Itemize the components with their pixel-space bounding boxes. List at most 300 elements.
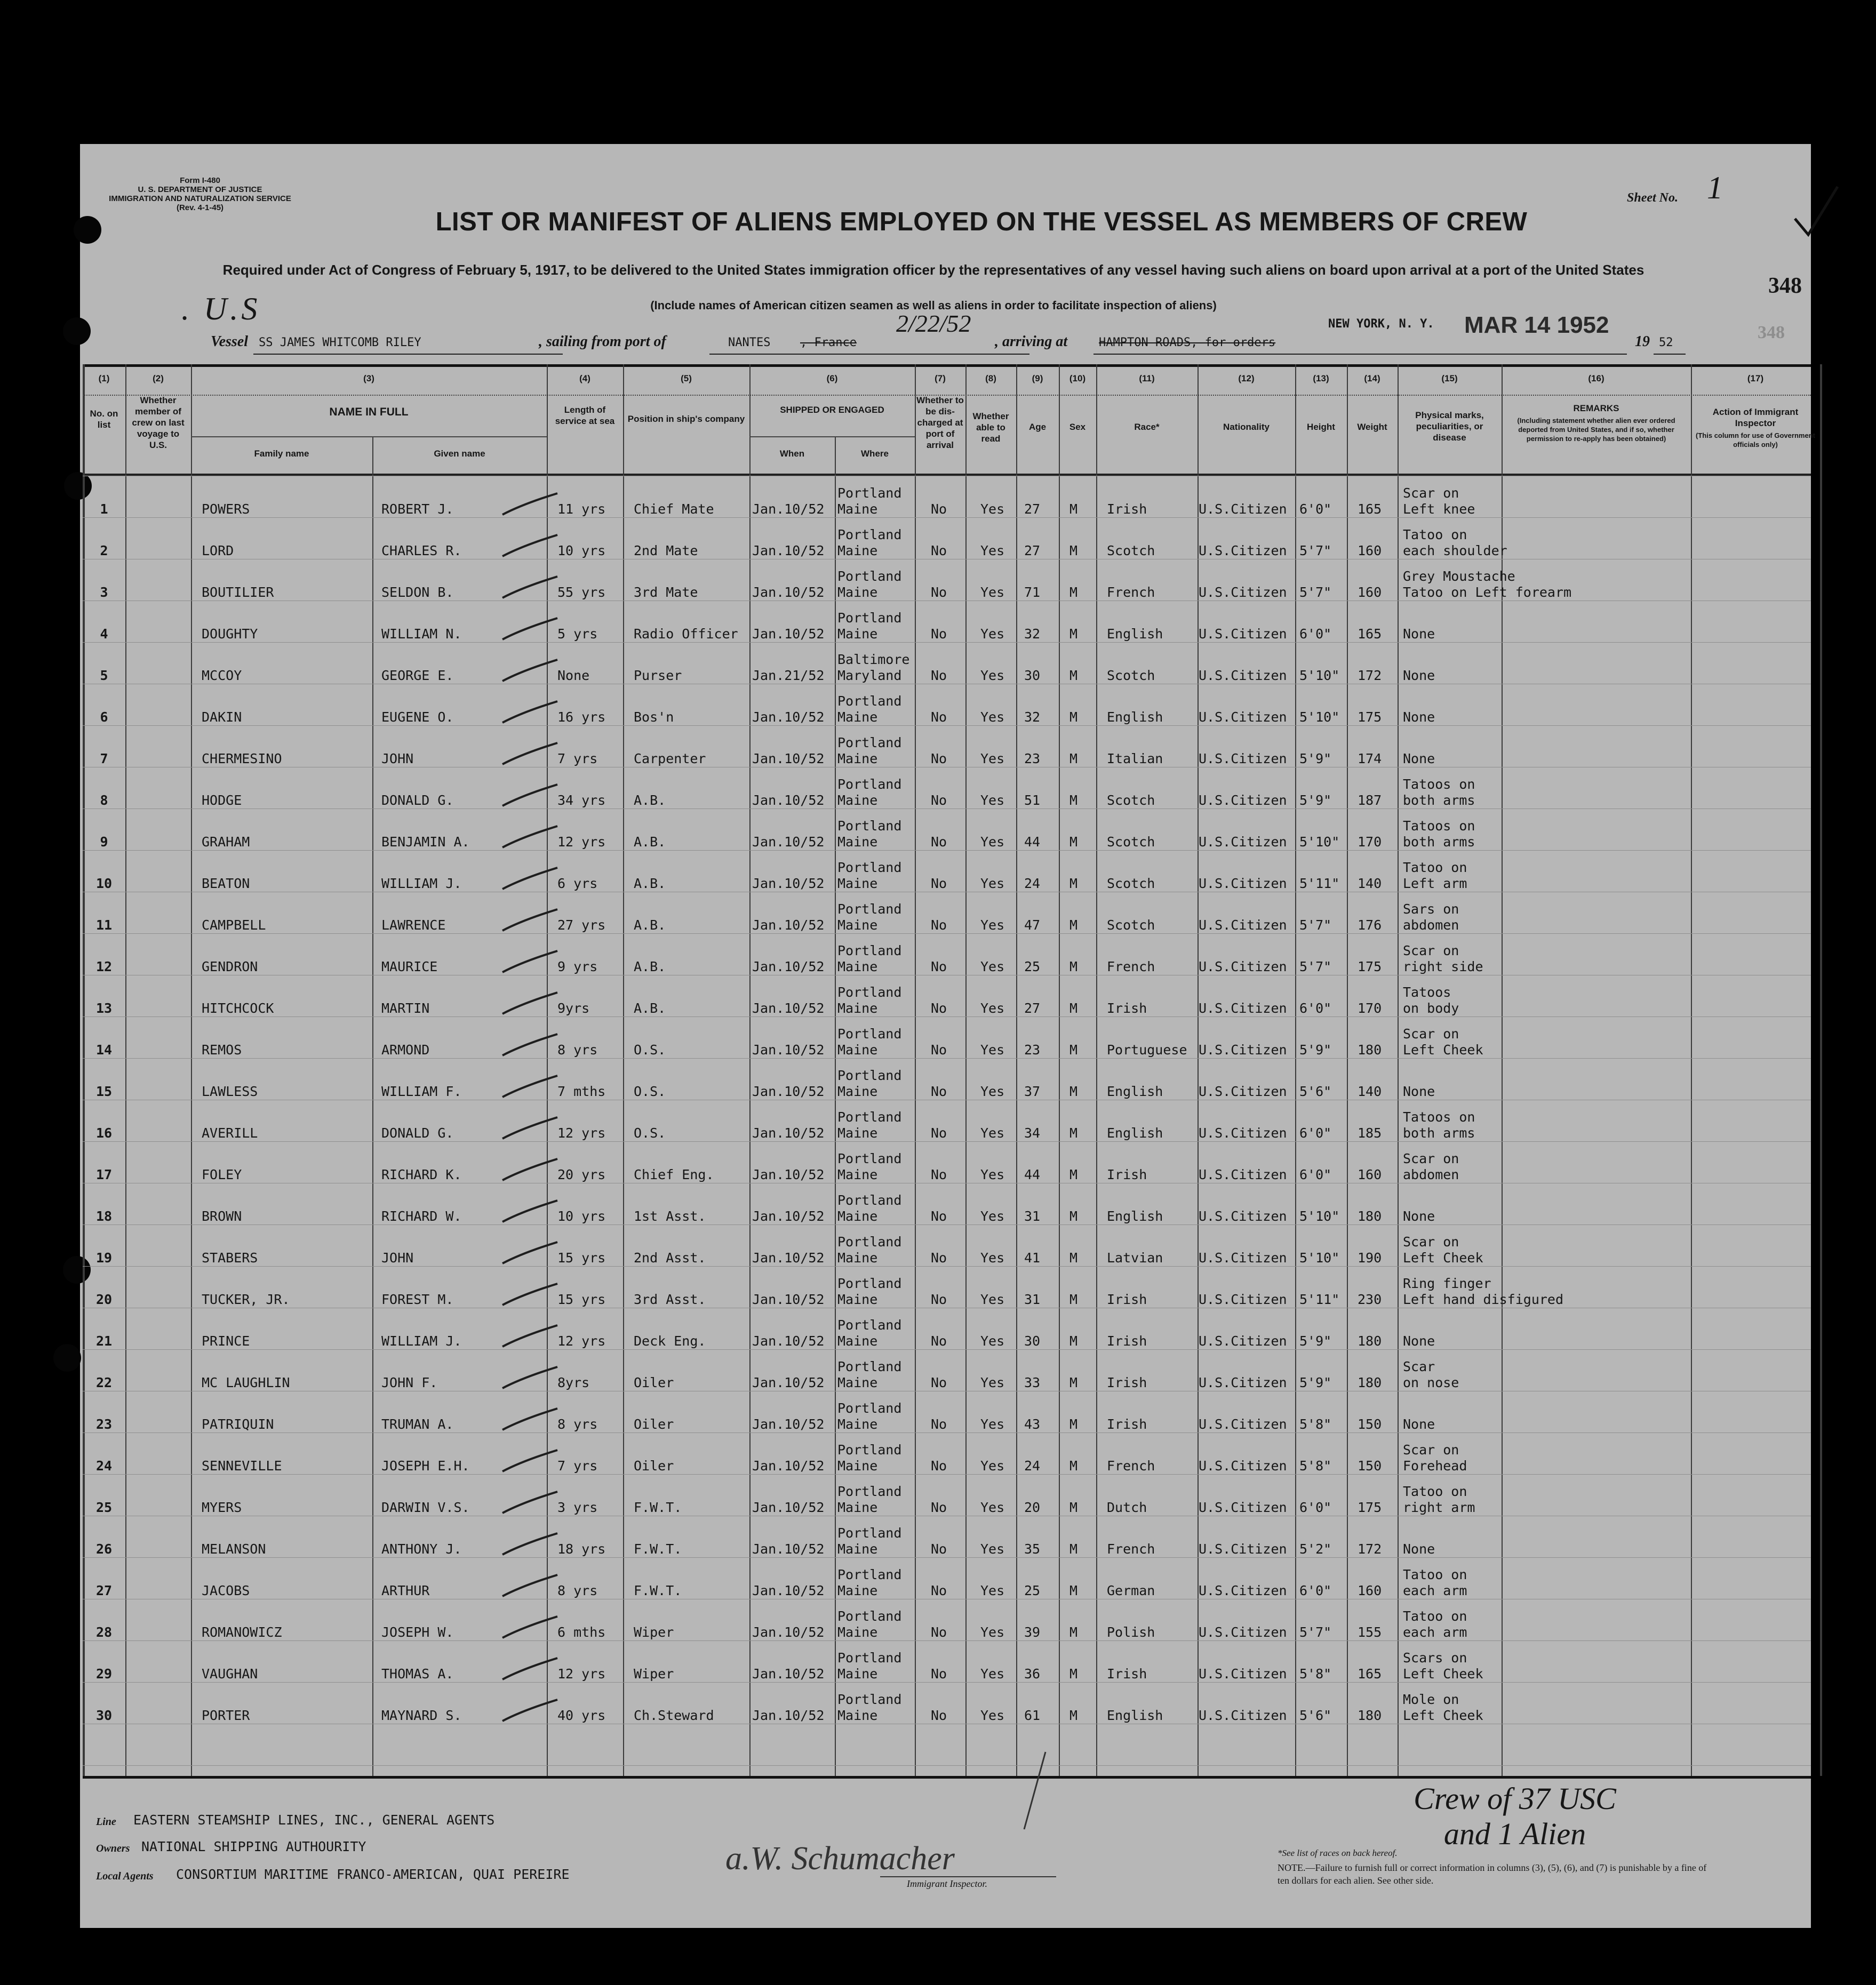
page-number-faint: 348: [1758, 323, 1785, 342]
cell-race: Latvian: [1107, 1250, 1163, 1266]
cell-when: Jan.10/52: [752, 917, 825, 933]
service: IMMIGRATION AND NATURALIZATION SERVICE: [109, 194, 291, 203]
cell-age: 23: [1024, 751, 1041, 766]
row-number: 9: [100, 834, 108, 850]
cell-discharged: No: [931, 959, 947, 974]
cell-given: FOREST M.: [381, 1292, 454, 1307]
cell-sex: M: [1069, 793, 1078, 808]
cell-where2: Maine: [837, 834, 878, 850]
cell-sex: M: [1069, 585, 1078, 600]
cell-when: Jan.10/52: [752, 626, 825, 642]
cell-position: F.W.T.: [634, 1583, 682, 1598]
cell-sex: M: [1069, 1333, 1078, 1349]
arriving-port-struck: HAMPTON ROADS, for orders: [1099, 336, 1276, 349]
cell-service: 8yrs: [557, 1375, 590, 1390]
cell-height: 5'7": [1299, 959, 1332, 974]
cell-sex: M: [1069, 1208, 1078, 1224]
cell-read: Yes: [980, 1458, 1005, 1474]
cell-given: RICHARD K.: [381, 1167, 462, 1182]
cell-family: HITCHCOCK: [202, 1000, 274, 1016]
cell-weight: 175: [1358, 709, 1382, 725]
check-stroke: [501, 532, 560, 559]
cell-service: 7 yrs: [557, 751, 598, 766]
cell-family: SENNEVILLE: [202, 1458, 282, 1474]
check-stroke: [501, 740, 560, 767]
cell-when: Jan.10/52: [752, 1583, 825, 1598]
row-number: 29: [95, 1666, 113, 1682]
cell-where1: Portland: [837, 818, 902, 834]
table-top-border: [83, 364, 1811, 367]
cell-when: Jan.10/52: [752, 793, 825, 808]
cell-read: Yes: [980, 668, 1005, 683]
col-discharged-header: Whether to be dis-charged at port of arrival: [916, 395, 964, 450]
cell-discharged: No: [931, 585, 947, 600]
cell-age: 25: [1024, 1583, 1041, 1598]
cell-height: 5'6": [1299, 1084, 1332, 1099]
cell-weight: 185: [1358, 1125, 1382, 1141]
cell-where2: Maine: [837, 1250, 878, 1266]
cell-sex: M: [1069, 1624, 1078, 1640]
cell-weight: 170: [1358, 1000, 1382, 1016]
cell-position: O.S.: [634, 1084, 666, 1099]
cell-read: Yes: [980, 626, 1005, 642]
cell-marks2: each shoulder: [1403, 543, 1507, 558]
cell-height: 5'2": [1299, 1541, 1332, 1557]
col-where-header: Where: [861, 449, 889, 459]
cell-sex: M: [1069, 1583, 1078, 1598]
cell-service: 11 yrs: [557, 501, 606, 517]
cell-discharged: No: [931, 626, 947, 642]
cell-given: WILLIAM N.: [381, 626, 462, 642]
cell-age: 44: [1024, 1167, 1041, 1182]
cell-race: Portuguese: [1107, 1042, 1187, 1058]
cell-where2: Maine: [837, 709, 878, 725]
cell-service: 5 yrs: [557, 626, 598, 642]
check-stroke: [501, 1655, 560, 1682]
cell-age: 30: [1024, 1333, 1041, 1349]
row-number: 15: [95, 1084, 113, 1099]
cell-marks2: both arms: [1403, 834, 1475, 850]
cell-where1: Portland: [837, 1608, 902, 1624]
inspector-signature: a.W. Schumacher: [725, 1840, 955, 1877]
cell-age: 51: [1024, 793, 1041, 808]
cell-height: 6'0": [1299, 1583, 1332, 1598]
cell-race: French: [1107, 1541, 1155, 1557]
cell-read: Yes: [980, 543, 1005, 558]
check-stroke: [501, 782, 560, 809]
cell-given: EUGENE O.: [381, 709, 454, 725]
cell-weight: 150: [1358, 1416, 1382, 1432]
punch-hole: [63, 1256, 91, 1284]
check-stroke: [501, 1031, 560, 1058]
cell-marks2: on body: [1403, 1000, 1459, 1016]
col-15-number: (15): [1441, 373, 1458, 383]
cell-when: Jan.10/52: [752, 543, 825, 558]
cell-given: RICHARD W.: [381, 1208, 462, 1224]
cell-marks2: None: [1403, 668, 1435, 683]
cell-given: BENJAMIN A.: [381, 834, 470, 850]
check-stroke: [501, 1323, 560, 1349]
row-number: 26: [95, 1541, 113, 1557]
cell-height: 5'9": [1299, 751, 1332, 766]
cell-family: PRINCE: [202, 1333, 250, 1349]
cell-where1: Portland: [837, 527, 902, 542]
cell-height: 5'7": [1299, 917, 1332, 933]
col-12-number: (12): [1238, 373, 1255, 383]
cell-height: 5'7": [1299, 585, 1332, 600]
cell-where1: Portland: [837, 1567, 902, 1582]
col-11-number: (11): [1139, 373, 1155, 383]
cell-where1: Portland: [837, 1109, 902, 1125]
cell-when: Jan.10/52: [752, 751, 825, 766]
cell-race: Irish: [1107, 1167, 1147, 1182]
cell-family: POWERS: [202, 501, 250, 517]
check-stroke: [501, 1239, 560, 1266]
row-number: 30: [95, 1708, 113, 1723]
cell-age: 36: [1024, 1666, 1041, 1682]
cell-age: 41: [1024, 1250, 1041, 1266]
cell-given: THOMAS A.: [381, 1666, 454, 1682]
cell-marks2: None: [1403, 626, 1435, 642]
col-height-header: Height: [1307, 422, 1335, 432]
check-stroke: [501, 1364, 560, 1391]
cell-nationality: U.S.Citizen: [1199, 1167, 1287, 1182]
cell-nationality: U.S.Citizen: [1199, 1541, 1287, 1557]
cell-nationality: U.S.Citizen: [1199, 751, 1287, 766]
cell-age: 35: [1024, 1541, 1041, 1557]
cell-nationality: U.S.Citizen: [1199, 1250, 1287, 1266]
cell-marks1: Tatoo on: [1403, 1567, 1467, 1582]
cell-marks1: Scar: [1403, 1359, 1435, 1374]
cell-weight: 180: [1358, 1375, 1382, 1390]
cell-race: English: [1107, 626, 1163, 642]
cell-where1: Portland: [837, 860, 902, 875]
cell-where1: Portland: [837, 569, 902, 584]
cell-discharged: No: [931, 1375, 947, 1390]
col-last-voyage-header: Whether member of crew on last voyage to U.S.: [132, 395, 185, 450]
cell-marks2: Left Cheek: [1403, 1042, 1483, 1058]
line-value: EASTERN STEAMSHIP LINES, INC., GENERAL AGENTS: [133, 1812, 495, 1828]
cell-family: MC LAUGHLIN: [202, 1375, 290, 1390]
row-rule: [83, 850, 1811, 851]
from-port: NANTES: [728, 336, 771, 349]
cell-nationality: U.S.Citizen: [1199, 1000, 1287, 1016]
cell-height: 5'9": [1299, 1333, 1332, 1349]
cell-marks2: abdomen: [1403, 917, 1459, 933]
col-8-number: (8): [985, 373, 996, 383]
check-stroke: [501, 1614, 560, 1640]
cell-given: TRUMAN A.: [381, 1416, 454, 1432]
cell-where1: Portland: [837, 1442, 902, 1458]
cell-marks1: Mole on: [1403, 1692, 1459, 1707]
cell-marks1: Sars on: [1403, 901, 1459, 917]
cell-height: 6'0": [1299, 1000, 1332, 1016]
cell-weight: 180: [1358, 1708, 1382, 1723]
cell-discharged: No: [931, 1416, 947, 1432]
cell-race: French: [1107, 959, 1155, 974]
cell-age: 44: [1024, 834, 1041, 850]
row-number: 2: [100, 543, 108, 558]
row-number: 23: [95, 1416, 113, 1432]
cell-age: 61: [1024, 1708, 1041, 1723]
row-rule: [83, 1349, 1811, 1350]
col-3-number: (3): [363, 373, 374, 383]
cell-service: 10 yrs: [557, 1208, 606, 1224]
cell-family: GENDRON: [202, 959, 258, 974]
cell-discharged: No: [931, 1500, 947, 1515]
check-stroke: [501, 865, 560, 892]
cell-service: 12 yrs: [557, 1125, 606, 1141]
check-stroke: [501, 823, 560, 850]
cell-where1: Portland: [837, 1068, 902, 1083]
cell-when: Jan.10/52: [752, 1708, 825, 1723]
cell-read: Yes: [980, 1624, 1005, 1640]
cell-weight: 230: [1358, 1292, 1382, 1307]
cell-discharged: No: [931, 1292, 947, 1307]
cell-where2: Maine: [837, 1583, 878, 1598]
cell-sex: M: [1069, 1458, 1078, 1474]
cell-sex: M: [1069, 751, 1078, 766]
cell-where2: Maine: [837, 876, 878, 891]
cell-where1: Portland: [837, 1234, 902, 1250]
cell-service: 34 yrs: [557, 793, 606, 808]
cell-marks2: None: [1403, 1416, 1435, 1432]
row-rule: [83, 1016, 1811, 1017]
cell-position: O.S.: [634, 1042, 666, 1058]
cell-nationality: U.S.Citizen: [1199, 1042, 1287, 1058]
form-number: Form I-480: [180, 176, 220, 185]
cell-marks2: right side: [1403, 959, 1483, 974]
cell-given: WILLIAM J.: [381, 876, 462, 891]
cell-race: Irish: [1107, 1000, 1147, 1016]
cell-family: DAKIN: [202, 709, 242, 725]
cell-when: Jan.10/52: [752, 585, 825, 600]
cell-where1: Portland: [837, 1359, 902, 1374]
cell-discharged: No: [931, 1333, 947, 1349]
cell-discharged: No: [931, 1167, 947, 1182]
cell-position: A.B.: [634, 876, 666, 891]
cell-height: 5'9": [1299, 1375, 1332, 1390]
cell-sex: M: [1069, 501, 1078, 517]
cell-nationality: U.S.Citizen: [1199, 585, 1287, 600]
row-number: 6: [100, 709, 108, 725]
cell-when: Jan.10/52: [752, 1541, 825, 1557]
check-stroke: [501, 1447, 560, 1474]
cell-given: DONALD G.: [381, 1125, 454, 1141]
from-country: , France: [800, 336, 857, 349]
cell-where1: Portland: [837, 1525, 902, 1541]
cell-marks2: each arm: [1403, 1583, 1467, 1598]
cell-given: JOHN F.: [381, 1375, 438, 1390]
cell-race: English: [1107, 1125, 1163, 1141]
year-prefix: 19: [1635, 333, 1650, 350]
cell-when: Jan.10/52: [752, 709, 825, 725]
cell-height: 5'11": [1299, 876, 1340, 891]
cell-height: 5'6": [1299, 1708, 1332, 1723]
cell-where1: Portland: [837, 943, 902, 958]
check-stroke: [501, 491, 560, 517]
cell-position: F.W.T.: [634, 1541, 682, 1557]
cell-weight: 180: [1358, 1042, 1382, 1058]
cell-position: F.W.T.: [634, 1500, 682, 1515]
crew-count-line-1: Crew of 37 USC: [1414, 1781, 1616, 1816]
cell-service: 16 yrs: [557, 709, 606, 725]
cell-given: SELDON B.: [381, 585, 454, 600]
col-no-header: No. on list: [90, 409, 118, 430]
cell-position: A.B.: [634, 793, 666, 808]
cell-height: 5'9": [1299, 793, 1332, 808]
cell-when: Jan.10/52: [752, 1000, 825, 1016]
cell-discharged: No: [931, 751, 947, 766]
check-stroke: [501, 1156, 560, 1183]
revision: (Rev. 4-1-45): [176, 203, 224, 212]
cell-family: MELANSON: [202, 1541, 266, 1557]
cell-family: HODGE: [202, 793, 242, 808]
cell-weight: 165: [1358, 626, 1382, 642]
table-bottom-border: [83, 1776, 1811, 1779]
subtitle-note: (Include names of American citizen seamen as well as aliens in order to facilitate inspection of aliens): [650, 299, 1217, 312]
sheet-label: Sheet No.: [1627, 191, 1678, 205]
arriving-port: NEW YORK, N. Y.: [1328, 317, 1434, 331]
cell-family: DOUGHTY: [202, 626, 258, 642]
col-2-number: (2): [153, 373, 164, 383]
row-rule: [83, 1141, 1811, 1142]
cell-height: 5'10": [1299, 668, 1340, 683]
col-action-subheader: (This column for use of Government officials only): [1696, 431, 1815, 449]
col-9-number: (9): [1032, 373, 1043, 383]
cell-race: Polish: [1107, 1624, 1155, 1640]
col-position-header: Position in ship's company: [627, 414, 745, 424]
row-number: 12: [95, 959, 113, 974]
cell-position: Purser: [634, 668, 682, 683]
cell-service: 27 yrs: [557, 917, 606, 933]
cell-given: MAYNARD S.: [381, 1708, 462, 1723]
cell-where2: Maine: [837, 1333, 878, 1349]
cell-sex: M: [1069, 959, 1078, 974]
row-rule: [83, 1432, 1811, 1433]
cell-marks2: on nose: [1403, 1375, 1459, 1390]
cell-age: 43: [1024, 1416, 1041, 1432]
cell-marks1: Scar on: [1403, 1151, 1459, 1166]
cell-read: Yes: [980, 917, 1005, 933]
cell-height: 5'8": [1299, 1666, 1332, 1682]
cell-age: 20: [1024, 1500, 1041, 1515]
check-stroke: [501, 907, 560, 933]
cell-where1: Portland: [837, 1026, 902, 1042]
cell-nationality: U.S.Citizen: [1199, 1416, 1287, 1432]
col-10-number: (10): [1069, 373, 1086, 383]
check-stroke: [501, 1198, 560, 1224]
year: 52: [1659, 336, 1673, 349]
col-shipped-header: SHIPPED OR ENGAGED: [780, 405, 884, 415]
cell-read: Yes: [980, 709, 1005, 725]
cell-where1: Portland: [837, 1317, 902, 1333]
cell-weight: 175: [1358, 1500, 1382, 1515]
row-rule: [83, 517, 1811, 518]
check-stroke: [501, 574, 560, 601]
row-number: 10: [95, 876, 113, 891]
cell-read: Yes: [980, 501, 1005, 517]
cell-when: Jan.10/52: [752, 1458, 825, 1474]
cell-read: Yes: [980, 1708, 1005, 1723]
row-number: 28: [95, 1624, 113, 1640]
cell-read: Yes: [980, 959, 1005, 974]
cell-service: 6 mths: [557, 1624, 606, 1640]
cell-given: ARTHUR: [381, 1583, 430, 1598]
col-7-number: (7): [935, 373, 946, 383]
crew-count-line-2: and 1 Alien: [1443, 1816, 1586, 1851]
cell-nationality: U.S.Citizen: [1199, 709, 1287, 725]
cell-weight: 190: [1358, 1250, 1382, 1266]
cell-race: Irish: [1107, 1666, 1147, 1682]
cell-family: TUCKER, JR.: [202, 1292, 290, 1307]
check-stroke: [501, 1531, 560, 1557]
cell-read: Yes: [980, 1375, 1005, 1390]
cell-sex: M: [1069, 917, 1078, 933]
cell-service: 18 yrs: [557, 1541, 606, 1557]
row-number: 25: [95, 1500, 113, 1515]
cell-family: LAWLESS: [202, 1084, 258, 1099]
cell-given: ARMOND: [381, 1042, 430, 1058]
penalty-note: NOTE.—Failure to furnish full or correct information in columns (3), (5), (6), and (7) is punishable by a fine of ten dollars for each alien. See other side.: [1278, 1862, 1707, 1886]
cell-where2: Maine: [837, 1167, 878, 1182]
cell-read: Yes: [980, 1000, 1005, 1016]
col-5-number: (5): [681, 373, 692, 383]
cell-position: Oiler: [634, 1375, 674, 1390]
cell-marks1: Scar on: [1403, 1442, 1459, 1458]
subtitle: Required under Act of Congress of February 5, 1917, to be delivered to the United States immigration officer by the representatives of any vessel having such aliens on board upon arrival at a port of the United States: [222, 262, 1645, 278]
agents-value: CONSORTIUM MARITIME FRANCO-AMERICAN, QUAI PEREIRE: [176, 1867, 570, 1882]
cell-family: ROMANOWICZ: [202, 1624, 282, 1640]
cell-where2: Maine: [837, 793, 878, 808]
row-rule: [83, 642, 1811, 643]
cell-where2: Maine: [837, 1708, 878, 1723]
cell-when: Jan.10/52: [752, 1250, 825, 1266]
cell-sex: M: [1069, 1000, 1078, 1016]
cell-service: 8 yrs: [557, 1042, 598, 1058]
cell-weight: 172: [1358, 1541, 1382, 1557]
cell-weight: 150: [1358, 1458, 1382, 1474]
arriving-label: , arriving at: [995, 333, 1068, 350]
cell-marks2: Left Cheek: [1403, 1708, 1483, 1723]
cell-where2: Maine: [837, 1042, 878, 1058]
cell-weight: 187: [1358, 793, 1382, 808]
cell-given: GEORGE E.: [381, 668, 454, 683]
cell-where1: Portland: [837, 1692, 902, 1707]
cell-marks2: None: [1403, 1084, 1435, 1099]
page-number: 348: [1768, 274, 1802, 298]
row-rule: [83, 1224, 1811, 1225]
cell-marks1: Grey Moustache: [1403, 569, 1515, 584]
cell-read: Yes: [980, 1583, 1005, 1598]
cell-sex: M: [1069, 1042, 1078, 1058]
col-read-header: Whether able to read: [972, 411, 1009, 444]
cell-marks2: Left hand disfigured: [1403, 1292, 1564, 1307]
col-remarks-header: REMARKS: [1573, 403, 1619, 413]
cell-sex: M: [1069, 626, 1078, 642]
cell-weight: 180: [1358, 1333, 1382, 1349]
cell-given: MAURICE: [381, 959, 438, 974]
cell-where1: Portland: [837, 485, 902, 501]
cell-race: English: [1107, 1208, 1163, 1224]
cell-height: 6'0": [1299, 501, 1332, 517]
cell-where2: Maine: [837, 1125, 878, 1141]
cell-service: 9 yrs: [557, 959, 598, 974]
cell-nationality: U.S.Citizen: [1199, 1583, 1287, 1598]
cell-when: Jan.10/52: [752, 1375, 825, 1390]
cell-sex: M: [1069, 834, 1078, 850]
cell-read: Yes: [980, 1208, 1005, 1224]
